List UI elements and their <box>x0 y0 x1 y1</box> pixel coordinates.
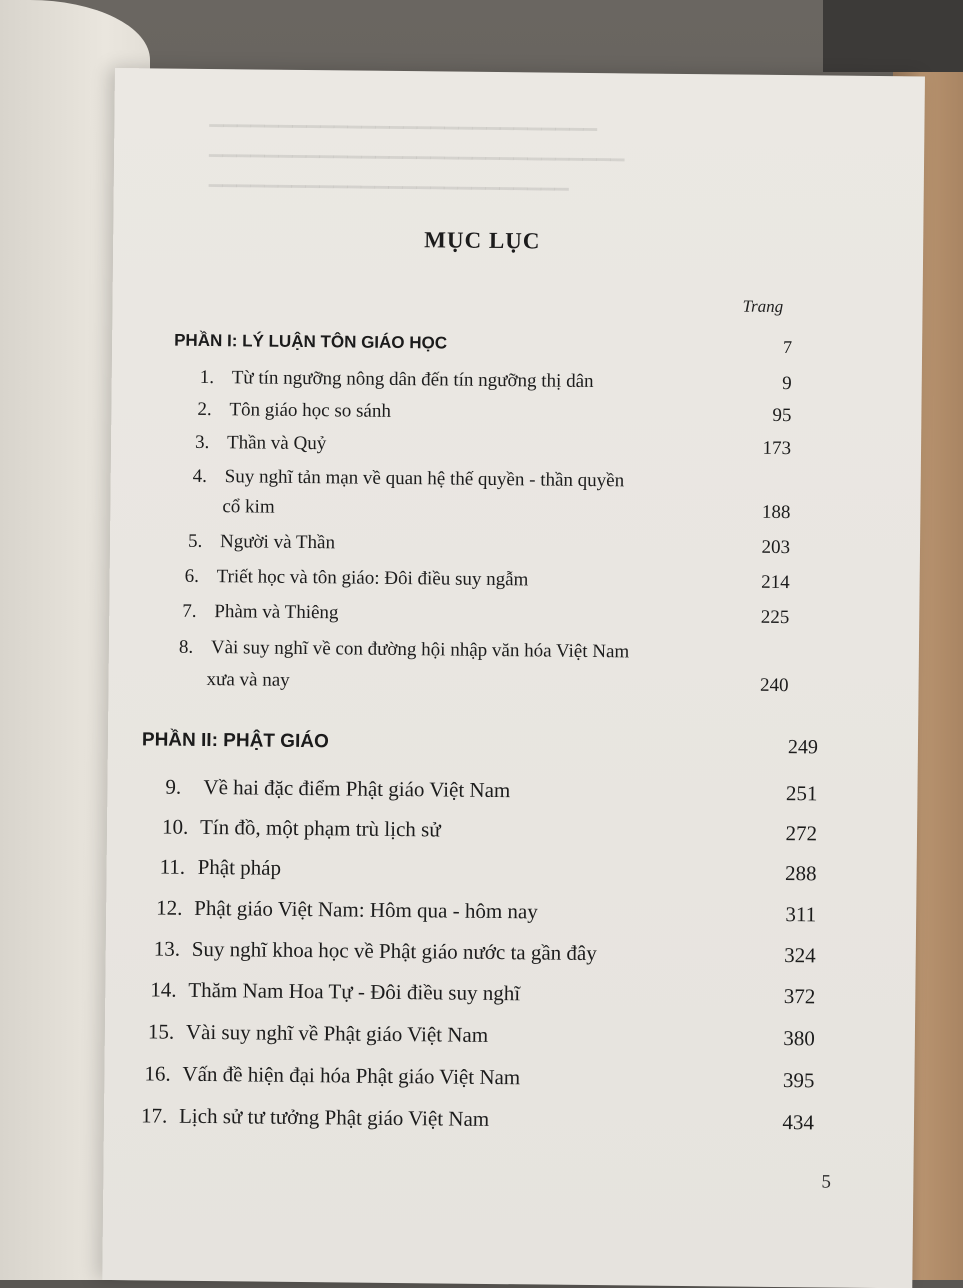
part-heading: PHẦN I: LÝ LUẬN TÔN GIÁO HỌC <box>174 330 448 353</box>
entry-number: 1. <box>199 366 215 389</box>
toc-entry <box>185 566 529 592</box>
toc-entry <box>193 466 625 493</box>
entry-number: 6. <box>184 565 200 587</box>
toc-entry <box>144 1061 520 1090</box>
entry-page: 240 <box>759 674 789 697</box>
entry-title: Vài suy nghĩ về con đường hội nhập văn hóa Việt Nam <box>210 637 630 663</box>
toc-entry <box>195 432 326 455</box>
toc-entry <box>141 1103 489 1132</box>
entry-page: 324 <box>784 943 816 968</box>
entry-page: 311 <box>785 902 817 927</box>
entry-title: Người và Thần <box>219 531 336 554</box>
entry-title: Tôn giáo học so sánh <box>229 399 392 422</box>
toc-entry <box>179 637 630 664</box>
entry-title: Thần và Quỷ <box>226 432 327 455</box>
entry-number: 2. <box>197 398 212 421</box>
entry-page: 173 <box>762 437 792 460</box>
dark-corner <box>823 0 963 72</box>
toc-entry <box>165 775 510 804</box>
entry-page: 225 <box>760 606 790 629</box>
part-page: 7 <box>783 337 793 358</box>
entry-page: 203 <box>761 536 791 559</box>
part-page: 249 <box>787 736 819 759</box>
entry-page: 251 <box>785 781 818 806</box>
entry-title: Phật giáo Việt Nam: Hôm qua - hôm nay <box>194 895 538 924</box>
entry-title: Vài suy nghĩ về Phật giáo Việt Nam <box>185 1019 489 1047</box>
entry-page: 395 <box>782 1068 815 1093</box>
toc-entry <box>156 895 538 924</box>
toc-entry-continuation: xưa và nay <box>206 668 290 691</box>
entry-number: 16. <box>144 1061 171 1086</box>
entry-page: 9 <box>782 373 792 395</box>
entry-title: Phật pháp <box>197 854 282 880</box>
entry-title: Vấn đề hiện đại hóa Phật giáo Việt Nam <box>182 1061 521 1090</box>
toc-title: MỤC LỤC <box>424 227 541 254</box>
toc-entry <box>160 855 282 881</box>
toc-entry <box>182 601 338 625</box>
entry-page: 272 <box>785 821 818 846</box>
entry-title: Từ tín ngưỡng nông dân đến tín ngưỡng thị dân <box>231 367 594 393</box>
entry-page: 372 <box>783 984 816 1009</box>
entry-page: 434 <box>782 1110 815 1135</box>
entry-page: 214 <box>761 571 790 594</box>
entry-title: Về hai đặc điểm Phật giáo Việt Nam <box>203 774 511 803</box>
toc-entry-continuation: cổ kim <box>222 496 275 518</box>
entry-title: Suy nghĩ tản mạn về quan hệ thế quyền - thần quyền <box>224 466 625 492</box>
show-through-text: ▔▔▔▔▔▔▔▔▔▔▔▔▔▔▔▔▔▔▔▔▔▔▔▔▔▔ <box>208 184 569 209</box>
entry-title: Triết học và tôn giáo: Đôi điều suy ngẫm <box>216 566 529 591</box>
entry-number: 7. <box>182 600 197 622</box>
entry-number: 3. <box>194 431 210 454</box>
entry-number: 15. <box>147 1019 175 1044</box>
toc-entry <box>148 1019 488 1048</box>
show-through-text: ▔▔▔▔▔▔▔▔▔▔▔▔▔▔▔▔▔▔▔▔▔▔▔▔▔▔▔▔ <box>209 124 597 150</box>
entry-page: 288 <box>784 861 817 886</box>
entry-title: Phàm và Thiêng <box>214 601 339 624</box>
toc-entry <box>150 977 520 1006</box>
toc-entry <box>200 367 594 393</box>
entry-page: 188 <box>761 501 791 524</box>
entry-number: 9. <box>165 774 182 799</box>
entry-number: 12. <box>156 895 183 920</box>
show-through-text: ▔▔▔▔▔▔▔▔▔▔▔▔▔▔▔▔▔▔▔▔▔▔▔▔▔▔▔▔▔▔ <box>208 154 625 180</box>
entry-number: 11. <box>159 854 186 879</box>
entry-title: Lịch sử tư tưởng Phật giáo Việt Nam <box>178 1103 490 1131</box>
entry-page: 380 <box>783 1026 816 1051</box>
entry-number: 13. <box>153 936 181 961</box>
toc-entry <box>162 815 441 843</box>
part-heading: PHẦN II: PHẬT GIÁO <box>141 729 329 753</box>
toc-entry <box>197 399 391 423</box>
entry-number: 5. <box>187 530 203 552</box>
entry-number: 4. <box>192 465 208 487</box>
entry-number: 14. <box>150 977 177 1002</box>
entry-number: 10. <box>161 814 189 839</box>
book-page <box>102 68 925 1288</box>
page-number: 5 <box>821 1171 831 1193</box>
toc-entry <box>188 531 335 555</box>
entry-title: Suy nghĩ khoa học về Phật giáo nước ta gần đây <box>191 936 597 966</box>
entry-number: 17. <box>140 1103 168 1128</box>
entry-title: Thăm Nam Hoa Tự - Đôi điều suy nghĩ <box>188 977 521 1006</box>
page-column-label: Trang <box>742 296 784 317</box>
entry-title: Tín đồ, một phạm trù lịch sử <box>199 814 441 842</box>
entry-number: 8. <box>178 636 194 658</box>
entry-page: 95 <box>772 404 792 427</box>
toc-entry <box>154 936 597 966</box>
